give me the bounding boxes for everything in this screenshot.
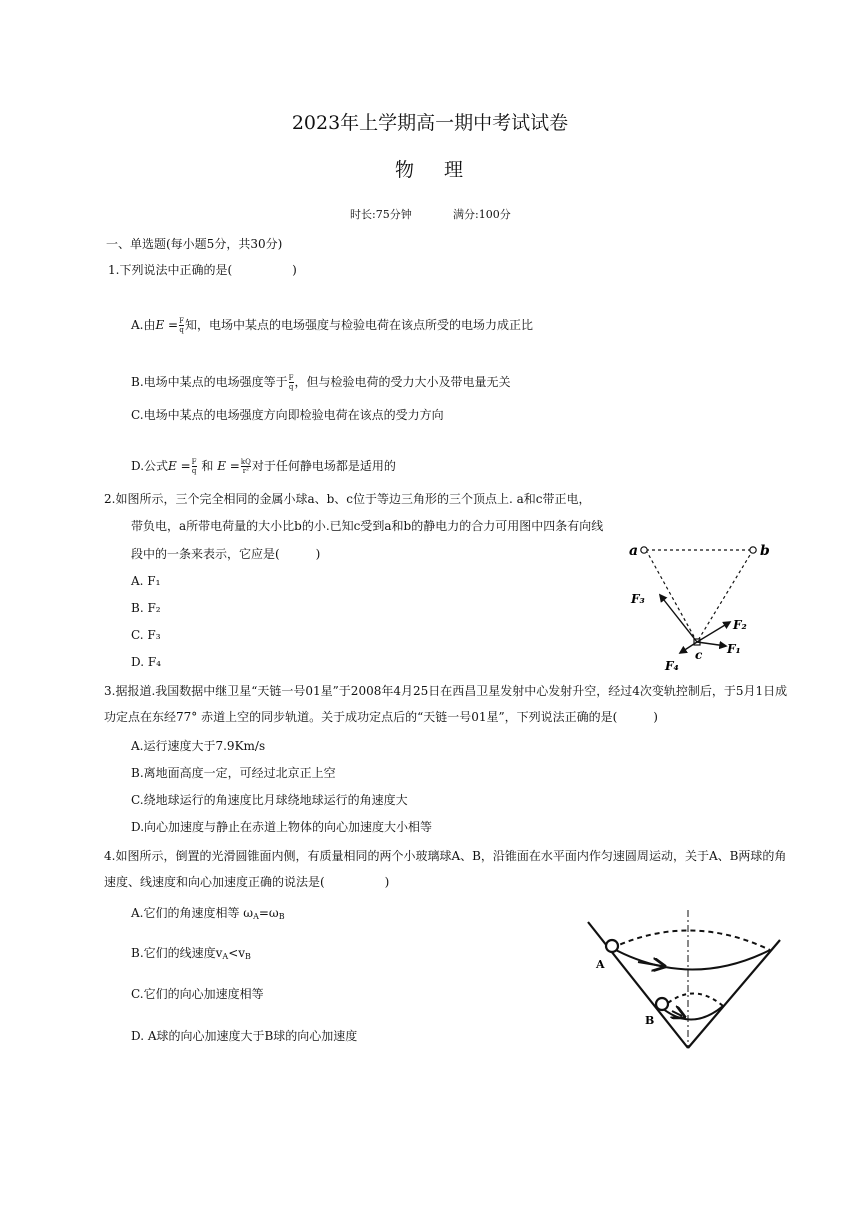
q4-option-d: D. A球的向心加速度大于B球的向心加速度 (131, 1029, 358, 1043)
fraction: $\frac{kQ}{\text{r²}}$ (240, 458, 251, 475)
subject-char-1: 物 (394, 159, 416, 181)
q1-option-b: B.电场中某点的电场强度等于 $\frac{F}{q}$ ，但与检验电荷的受力大小及带电量无关 (131, 374, 511, 391)
q3-option-c: C.绕地球运行的角速度比月球绕地球运行的角速度大 (131, 793, 408, 807)
force-f1-arrow (697, 642, 726, 646)
fraction: $\frac{F}{q}$ (288, 374, 294, 391)
q1-stem: 1.下列说法中正确的是( ) (108, 263, 297, 277)
q4-option-a: A.它们的角速度相等 $\omega_A=\omega_B$ (131, 906, 285, 921)
q4-option-c: C.它们的向心加速度相等 (131, 987, 264, 1001)
cone-left-side (588, 922, 688, 1048)
label-c: c (695, 648, 703, 662)
exam-title: 2023年上学期高一期中考试试卷 (291, 112, 569, 134)
fraction: $\frac{F}{q}$ (179, 317, 184, 334)
q1-option-c: C.电场中某点的电场强度方向即检验电荷在该点的受力方向 (131, 408, 444, 422)
q3-option-a: A.运行速度大于7.9Km/s (131, 739, 266, 753)
orbit-b-back (662, 993, 723, 1008)
q3-stem-line-2: 功定点在东经77° 赤道上空的同步轨道。关于成功定点后的“天链一号01星”，下列说法正确的是( ) (104, 710, 658, 724)
label-f2: F₂ (733, 618, 747, 632)
ball-a (606, 940, 618, 952)
ball-b (656, 998, 668, 1010)
charge-a (641, 547, 647, 553)
fraction: $\frac{F}{q}$ (191, 458, 197, 475)
q4-inverted-cone-figure (580, 908, 790, 1053)
label-f3: F₃ (631, 592, 645, 606)
q4-option-b: B.它们的线速度$v_A<v_B$ (131, 946, 251, 961)
q2-option-d: D. F₄ (131, 655, 161, 669)
q2-stem-line-2: 带负电，a所带电荷量的大小比b的小.已知c受到a和b的静电力的合力可用图中四条有向线 (131, 519, 604, 533)
q2-stem-line-1: 2.如图所示，三个完全相同的金属小球a、b、c位于等边三角形的三个顶点上. a和c带正电， (104, 492, 591, 506)
q2-charge-triangle-figure (620, 535, 780, 675)
label-a: a (629, 543, 639, 559)
orbit-a-front (612, 948, 770, 970)
q1-option-d: D.公式E = $\frac{F}{q}$ 和 E = $\frac{kQ}{\text{r²}}$ 对于任何静电场都是适用的 (131, 458, 396, 475)
q4-stem-line-1: 4.如图所示，倒置的光滑圆锥面内侧，有质量相同的两个小玻璃球A、B，沿锥面在水平面内作匀速圆周运动，关于A、B两球的角 (104, 849, 787, 863)
q1-option-a: A.由E = $\frac{F}{q}$ 知，电场中某点的电场强度与检验电荷在该点所受的电场力成正比 (131, 317, 533, 334)
force-f3-arrow (660, 595, 697, 642)
label-f1: F₁ (727, 642, 741, 656)
q3-option-b: B.离地面高度一定，可经过北京正上空 (131, 766, 336, 780)
q2-option-b: B. F₂ (131, 601, 161, 615)
label-f4: F₄ (665, 659, 679, 673)
dashed-line-ac (646, 550, 697, 642)
charge-b (750, 547, 756, 553)
label-ball-b: B (645, 1014, 655, 1027)
q2-option-c: C. F₃ (131, 628, 161, 642)
subject-heading (0, 155, 860, 182)
q3-stem-line-1: 3.据报道.我国数据中继卫星“天链一号01星”于2008年4月25日在西昌卫星发射中心发射升空，经过4次变轨控制后，于5月1日成 (104, 684, 788, 698)
label-b: b (760, 543, 770, 559)
label-ball-a: A (596, 958, 605, 971)
force-f2-arrow (697, 622, 730, 642)
exam-duration: 时长:75分钟 (350, 208, 412, 221)
q4-stem-line-2: 速度、线速度和向心加速度正确的说法是( ) (104, 875, 390, 889)
orbit-a-back (612, 930, 770, 950)
q2-stem-line-3: 段中的一条来表示，它应是( ) (131, 547, 321, 561)
subject-char-2: 理 (444, 159, 466, 181)
exam-full-score: 满分:100分 (453, 208, 511, 221)
section-heading: 一、单选题(每小题5分，共30分) (106, 237, 283, 251)
q3-option-d: D.向心加速度与静止在赤道上物体的向心加速度大小相等 (131, 820, 433, 834)
q2-option-a: A. F₁ (131, 574, 161, 588)
